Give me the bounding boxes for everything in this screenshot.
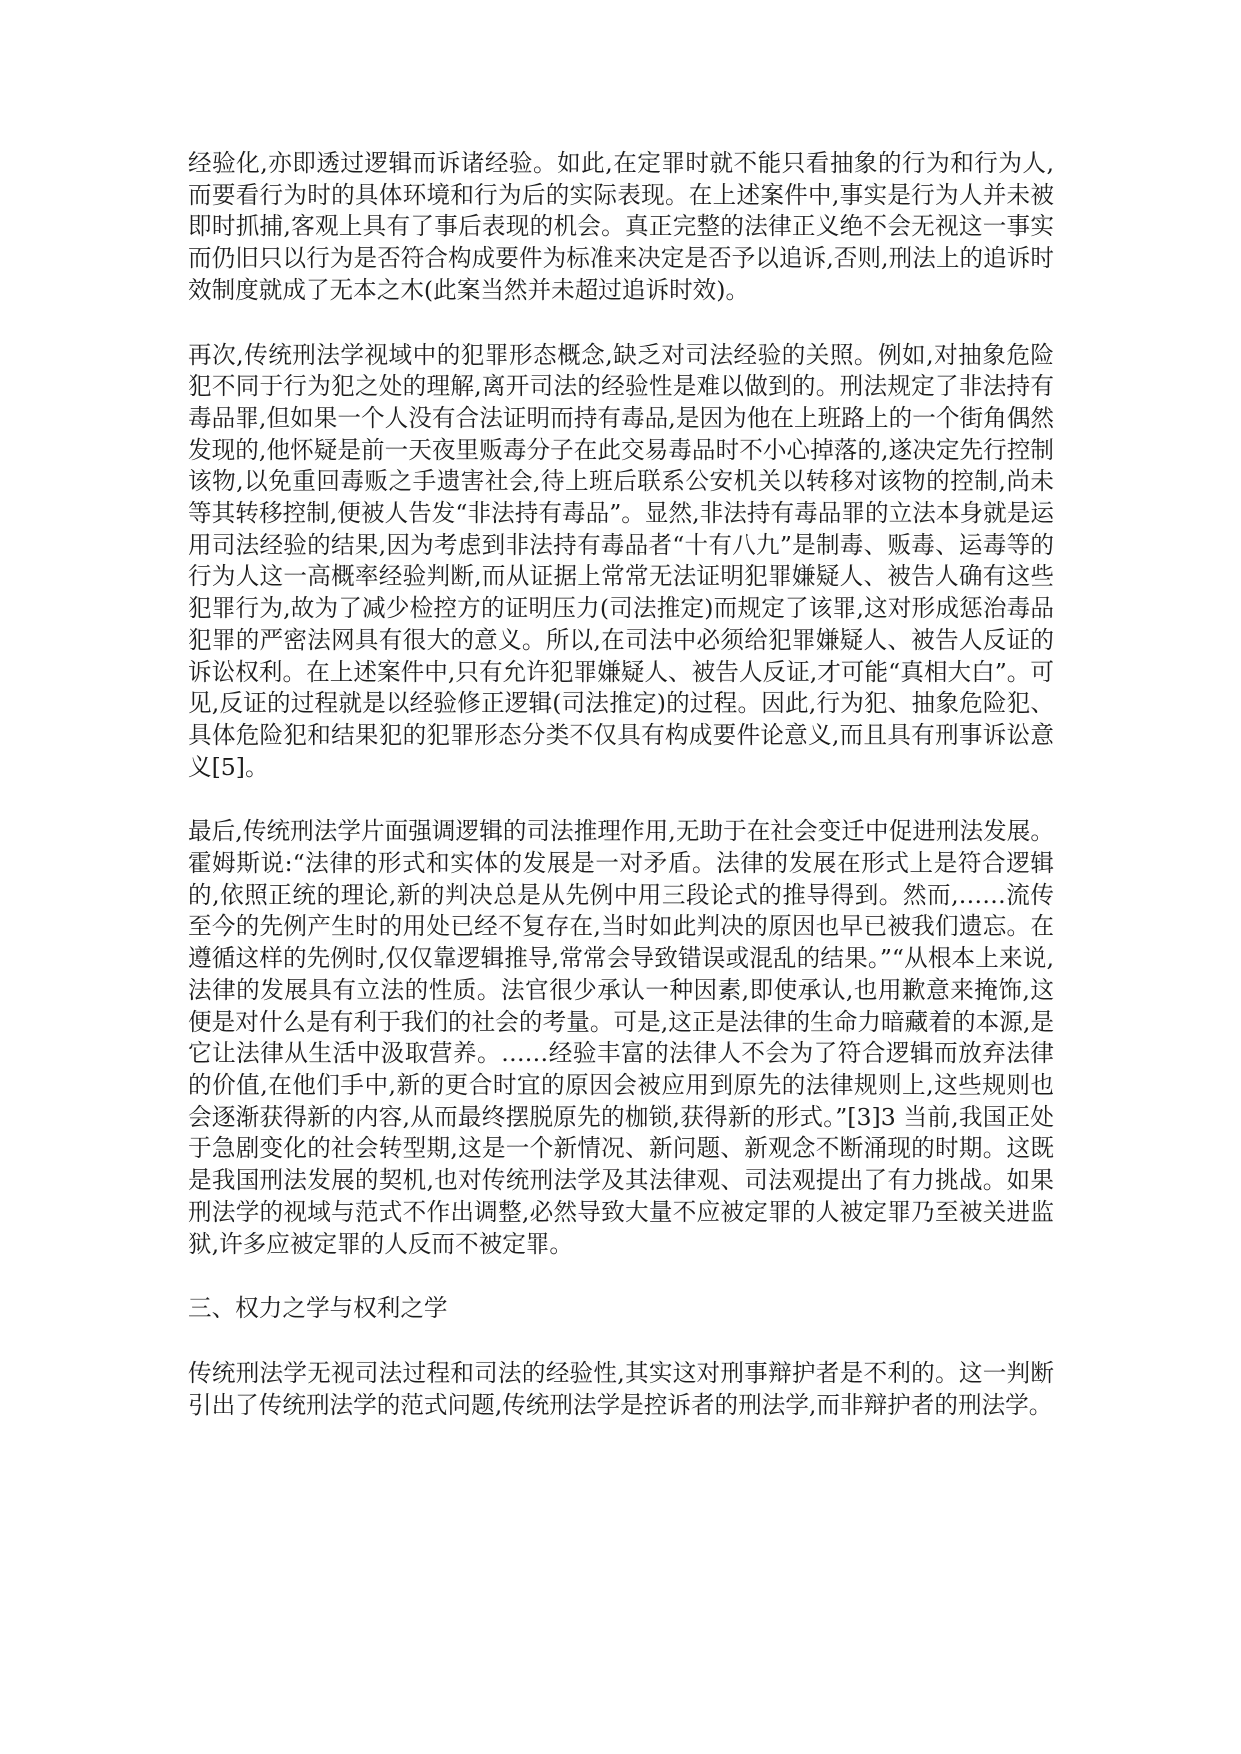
paragraph-1: 经验化,亦即透过逻辑而诉诸经验。如此,在定罪时就不能只看抽象的行为和行为人,而要看行为时的具体环境和行为后的实际表现。在上述案件中,事实是行为人并未被即时抓捕,客观上具有了事后表现的机会。真正完整的法律正义绝不会无视这一事实而仍旧只以行为是否符合构成要件为标准来决定是否予以追诉,否则,刑法上的追诉时效制度就成了无本之木(此案当然并未超过追诉时效)。 <box>188 149 1054 304</box>
paragraph-gap <box>188 307 1054 340</box>
section-heading: 三、权力之学与权利之学 <box>188 1294 448 1323</box>
paragraph-2: 再次,传统刑法学视域中的犯罪形态概念,缺乏对司法经验的关照。例如,对抽象危险犯不同于行为犯之处的理解,离开司法的经验性是难以做到的。刑法规定了非法持有毒品罪,但如果一个人没有合法证明而持有毒品,是因为他在上班路上的一个街角偶然发现的,他怀疑是前一天夜里贩毒分子在此交易毒品时不小心掉落的,遂决定先行控制该物,以免重回毒贩之手遗害社会,待上班后联系公安机关以转移对该物的控制,尚未等其转移控制,便被人告发“非法持有毒品”。显然,非法持有毒品罪的立法本身就是运用司法经验的结果,因为考虑到非法持有毒品者“十有八九”是制毒、贩毒、运毒等的行为人这一高概率经验判断,而从证据上常常无法证明犯罪嫌疑人、被告人确有这些犯罪行为,故为了减少检控方的证明压力(司法推定)而规定了该罪,这对形成惩治毒品犯罪的严密法网具有很大的意义。所以,在司法中必须给犯罪嫌疑人、被告人反证的诉讼权利。在上述案件中,只有允许犯罪嫌疑人、被告人反证,才可能“真相大白”。可见,反证的过程就是以经验修正逻辑(司法推定)的过程。因此,行为犯、抽象危险犯、具体危险犯和结果犯的犯罪形态分类不仅具有构成要件论意义,而且具有刑事诉讼意义[5]。 <box>188 340 1054 781</box>
paragraph-gap <box>188 1325 1054 1358</box>
paragraph-gap <box>188 1260 1054 1293</box>
document-page <box>188 148 1054 1421</box>
paragraph-3: 最后,传统刑法学片面强调逻辑的司法推理作用,无助于在社会变迁中促进刑法发展。霍姆斯说:“法律的形式和实体的发展是一对矛盾。法律的发展在形式上是符合逻辑的,依照正统的理论,新的判决总是从先例中用三段论式的推导得到。然而,……流传至今的先例产生时的用处已经不复存在,当时如此判决的原因也早已被我们遗忘。在遵循这样的先例时,仅仅靠逻辑推导,常常会导致错误或混乱的结果。”“从根本上来说,法律的发展具有立法的性质。法官很少承认一种因素,即使承认,也用歉意来掩饰,这便是对什么是有利于我们的社会的考量。可是,这正是法律的生命力暗藏着的本源,是它让法律从生活中汲取营养。……经验丰富的法律人不会为了符合逻辑而放弃法律的价值,在他们手中,新的更合时宜的原因会被应用到原先的法律规则上,这些规则也会逐渐获得新的内容,从而最终摆脱原先的枷锁,获得新的形式。”[3]3 当前,我国正处于急剧变化的社会转型期,这是一个新情况、新问题、新观念不断涌现的时期。这既是我国刑法发展的契机,也对传统刑法学及其法律观、司法观提出了有力挑战。如果刑法学的视域与范式不作出调整,必然导致大量不应被定罪的人被定罪乃至被关进监狱,许多应被定罪的人反而不被定罪。 <box>188 817 1054 1258</box>
paragraph-gap <box>188 783 1054 816</box>
paragraph-4: 传统刑法学无视司法过程和司法的经验性,其实这对刑事辩护者是不利的。这一判断引出了传统刑法学的范式问题,传统刑法学是控诉者的刑法学,而非辩护者的刑法学。 <box>188 1358 1054 1419</box>
